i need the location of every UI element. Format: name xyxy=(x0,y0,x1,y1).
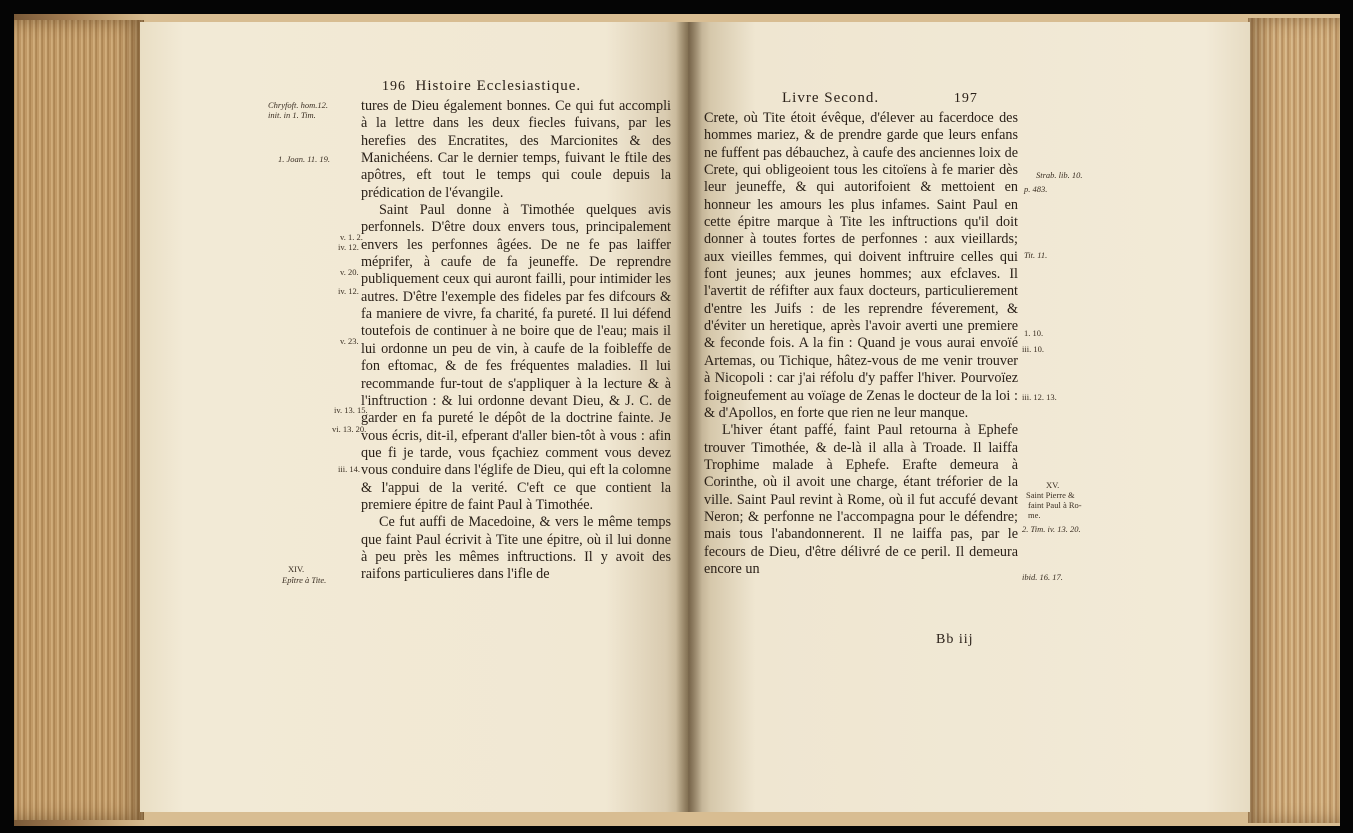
left-paragraph: tures de Dieu également bonnes. Ce qui fut accompli à la lettre dans les deux fiecles fuivans, par les herefies des Encratites, des Marcionites & des Manichéens. Car le dernier temps, fuivant le ftile des apôtres, eft tout le temps qui coule depuis la prédication de l'évangile. xyxy=(361,98,671,201)
right-running-title: Livre Second. xyxy=(782,90,880,106)
left-margin-note: Epître à Tite. xyxy=(282,575,327,585)
right-paragraph: Crete, où Tite étoit évêque, d'élever au facerdoce des hommes mariez, & de prendre garde que leurs enfans ne fuffent pas débauchez, à caufe des anciennes loix de Crete, qui obligeoient tous les citoïens à fe marier dès leur jeuneffe, & qui autorifoient & mettoient en honneur les amours les plus infames. Saint Paul en cette épitre marque à Tite les inftructions qu'il doit donner à toutes fortes de perfonnes : aux vieillards; aux vieilles femmes, qui doivent inftruire celles qui font jeunes; aux jeunes hommes; aux efclaves. Il l'avertit de réfifter aux faux docteurs, particulierement d'entre les Juifs : de les reprendre féverement, & d'éviter un heretique, après l'avoir averti une premiere & feconde fois. A la fin : Quand je vous aurai envoïé Artemas, ou Tichique, hâtez-vous de me venir trouver à Nicopoli : car j'ai réfolu d'y paffer l'hiver. Pourvoïez foigneufement au voïage de Zenas le docteur de la loi : & d'Apollos, en forte que rien ne leur manque. xyxy=(704,110,1018,421)
left-margin-note: Chryfoft. hom.12. xyxy=(268,100,328,110)
right-margin-note: iii. 12. 13. xyxy=(1022,392,1057,402)
right-margin-note: p. 483. xyxy=(1024,184,1048,194)
signature-mark: Bb iij xyxy=(936,632,974,647)
left-margin-note: v. 23. xyxy=(340,336,359,346)
right-margin-note: iii. 10. xyxy=(1022,344,1044,354)
left-margin-note: XIV. xyxy=(288,564,305,574)
left-margin-note: v. 20. xyxy=(340,267,359,277)
left-page xyxy=(140,22,688,812)
left-margin-note: iv. 12. xyxy=(338,242,359,252)
left-folio: 196 xyxy=(382,79,406,94)
right-running-head xyxy=(782,90,978,107)
right-margin-note: Saint Pierre & xyxy=(1026,490,1075,500)
right-folio: 197 xyxy=(953,91,978,106)
right-margin-note: Strab. lib. 10. xyxy=(1036,170,1083,180)
left-margin-note: init. in 1. Tim. xyxy=(268,110,316,120)
right-paragraph: L'hiver étant paffé, faint Paul retourna à Ephefe trouver Timothée, & de-là il alla à Troade. Il laiffa Trophime malade à Ephefe. Erafte demeura à Corinthe, où il avoit une charge, étant tréforier de la ville. Saint Paul revint à Rome, où il fut accufé devant Neron; & perfonne ne l'accompagna pour le défendre; mais tous l'abandonnerent. Il ne laiffa pas, par le fecours de Dieu, d'être délivré de ce peril. Il demeura encore un xyxy=(704,422,1018,577)
left-margin-note: 1. Joan. 11. 19. xyxy=(278,154,331,164)
book-gutter xyxy=(676,22,702,812)
left-margin-note: vi. 13. 20. xyxy=(332,424,367,434)
left-margin-note: v. 1. 2. xyxy=(340,232,363,242)
right-margin-note: 2. Tim. iv. 13. 20. xyxy=(1022,524,1081,534)
right-margin-note: ibid. 16. 17. xyxy=(1022,572,1063,582)
right-margin-note: me. xyxy=(1028,510,1041,520)
left-running-title: Histoire Ecclesiastique. xyxy=(415,78,582,94)
right-margin-note: 1. 10. xyxy=(1024,328,1044,338)
right-margin-note: faint Paul à Ro- xyxy=(1028,500,1082,510)
left-paragraph: Ce fut auffi de Macedoine, & vers le même temps que faint Paul écrivit à Tite une épitre, où il lui donne à peu près les mêmes inftructions. Il y avoit des raifons particulieres dans l'ifle de xyxy=(361,514,671,583)
right-margin-note: XV. xyxy=(1046,480,1060,490)
left-margin-note: iv. 13. 15. xyxy=(334,405,368,415)
right-margin-note: Tit. 11. xyxy=(1024,250,1048,260)
left-page-edges xyxy=(14,20,144,820)
left-body-text xyxy=(361,98,671,584)
right-body-text xyxy=(704,110,1018,578)
left-running-head xyxy=(382,78,581,95)
right-page-edges xyxy=(1248,18,1340,823)
left-margin-note: iv. 12. xyxy=(338,286,359,296)
left-paragraph: Saint Paul donne à Timothée quelques avis perfonnels. D'être doux envers tous, principalement envers les perfonnes âgées. De ne fe pas laiffer méprifer, à caufe de fa jeuneffe. De reprendre publiquement ceux qui auront failli, pour intimider les autres. D'être l'exemple des fideles par fes difcours & fa maniere de vivre, fa charité, fa pureté. Il lui défend toutefois de continuer à ne boire que de l'eau; mais il lui ordonne un peu de vin, à caufe de la foibleffe de fon eftomac, & de fes fréquentes maladies. Il lui recommande fur-tout de s'appliquer à la lecture & à l'inftruction : & lui ordonne devant Dieu, & J. C. de garder en fa pureté le dépôt de la doctrine fainte. Je vous écris, dit-il, efperant d'aller bien-tôt à vous : afin que fi je tarde, vous fçachiez comment vous devez vous conduire dans l'églife de Dieu, qui eft la colomne & l'appui de la verité. C'eft ce que contient la premiere épitre de faint Paul à Timothée. xyxy=(361,202,671,513)
right-page xyxy=(688,22,1250,812)
left-margin-note: iii. 14. xyxy=(338,464,360,474)
